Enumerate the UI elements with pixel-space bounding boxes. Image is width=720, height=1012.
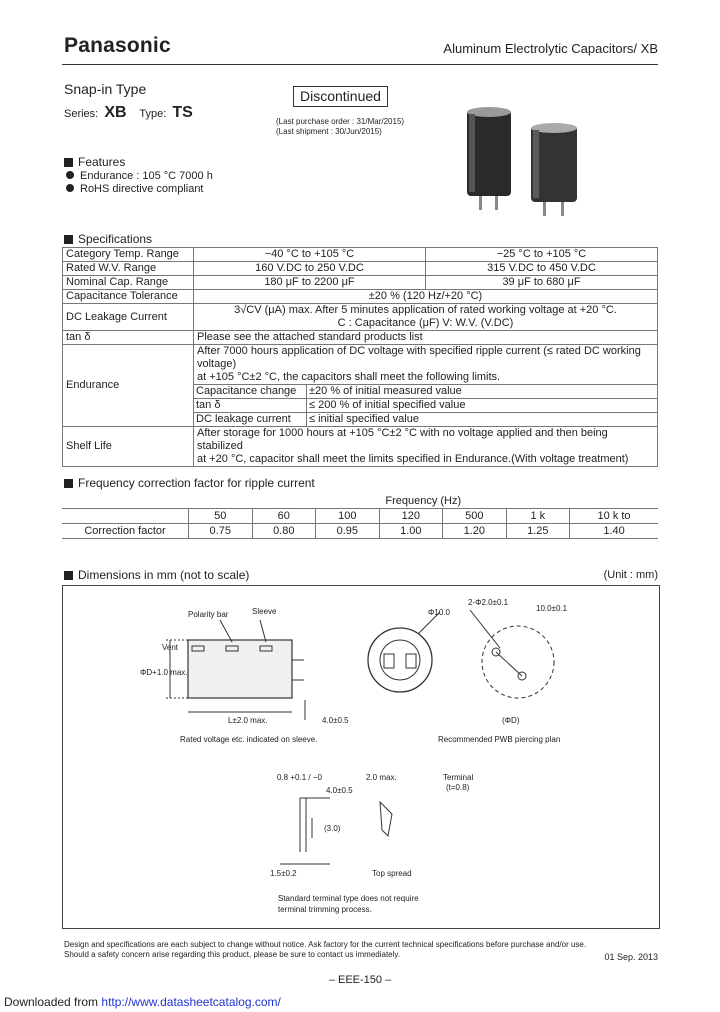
table-row: tan δ ≤ 200 % of initial specified value — [194, 399, 657, 413]
terminal-label: Terminal — [443, 773, 474, 782]
sleeve-label: Sleeve — [252, 607, 277, 616]
series-value: XB — [104, 104, 127, 121]
doc-title: Aluminum Electrolytic Capacitors/ XB — [443, 41, 658, 56]
last-dates — [276, 117, 404, 137]
rated-voltage-note: Rated voltage etc. indicated on sleeve. — [180, 735, 318, 744]
type-value: TS — [172, 104, 193, 121]
table-row: Correction factor 0.75 0.80 0.95 1.00 1.20 1.25 1.40 — [62, 524, 658, 539]
table-row: Capacitance Tolerance ±20 % (120 Hz/+20 °C) — [63, 290, 658, 304]
square-bullet-icon — [64, 479, 73, 488]
pwb-plan-drawing — [460, 600, 580, 720]
series-type-line — [64, 104, 203, 122]
frequency-heading: Frequency correction factor for ripple current — [64, 476, 315, 490]
download-line: Downloaded from http://www.datasheetcatalog.com/ — [4, 995, 281, 1009]
thickness-label: 0.8 +0.1 / −0 — [277, 773, 322, 782]
pcb-diameter-label: Φ10.0 — [428, 608, 450, 617]
table-row: Shelf Life After storage for 1000 hours at +105 °C±2 °C with no voltage applied and then being stabilized at +20 °C, capacitor shall meet the limits specified in Endurance.(With voltage treatment) — [63, 427, 658, 467]
discontinued-badge: Discontinued — [293, 86, 388, 107]
feature-item: RoHS directive compliant — [66, 183, 204, 195]
top-view-drawing — [360, 604, 450, 704]
top-spread-label: Top spread — [372, 869, 412, 878]
specifications-table — [62, 247, 658, 467]
terminal-thickness: (t=0.8) — [446, 783, 470, 792]
dimensions-heading: Dimensions in mm (not to scale) — [64, 568, 249, 582]
table-row: DC Leakage Current 3√CV (μA) max. After 5 minutes application of rated working voltage at +20 °C. C : Capacitance (μF) V: W.V. (V.DC) — [63, 304, 658, 331]
capacitor-photo — [455, 104, 590, 219]
table-row: Frequency (Hz) — [62, 494, 658, 509]
square-bullet-icon — [64, 571, 73, 580]
polarity-bar-label: Polarity bar — [188, 610, 229, 619]
table-row: Endurance After 7000 hours application of DC voltage with specified ripple current (≤ rated DC working voltage) at +105 °C±2 °C, the capacitors shall meet the following limits. Capacitance change ±20 % of initial measured value tan δ ≤ 200 % of initial specified value DC leakage current ≤ initial specified value — [63, 345, 658, 427]
diameter-label: ΦD+1.0 max. — [140, 668, 188, 677]
brand-logo: Panasonic — [64, 34, 171, 57]
page-number: – EEE-150 – — [328, 974, 392, 986]
bullet-dot-icon — [66, 171, 74, 179]
features-heading: Features — [64, 155, 125, 169]
last-shipment: (Last shipment : 30/Jun/2015) — [276, 127, 382, 136]
table-row: Capacitance change ±20 % of initial measured value — [194, 385, 657, 399]
table-row: Category Temp. Range −40 °C to +105 °C −25 °C to +105 °C — [63, 248, 658, 262]
snap-in-type: Snap-in Type — [64, 81, 147, 97]
vent-label: Vent — [162, 643, 179, 652]
download-link[interactable]: http://www.datasheetcatalog.com/ — [101, 995, 281, 1009]
square-bullet-icon — [64, 235, 73, 244]
lead-length-label: 4.0±0.5 — [322, 716, 349, 725]
length-label: L±2.0 max. — [228, 716, 268, 725]
feature-item: Endurance : 105 °C 7000 h — [66, 170, 213, 182]
header-divider — [62, 64, 658, 65]
endurance-limits — [194, 384, 657, 426]
disclaimer: Design and specifications are each subject to change without notice. Ask factory for the current technical specifications before purchase and/or use. Should a safety concern arise regarding this product, please be sure to contact us immediately. — [64, 940, 587, 959]
hole-label: 2-Φ2.0±0.1 — [468, 598, 509, 607]
max-label: 2.0 max. — [366, 773, 397, 782]
dim-1-5-label: 1.5±0.2 — [270, 869, 297, 878]
frequency-table — [62, 494, 658, 539]
table-row: DC leakage current ≤ initial specified value — [194, 413, 657, 427]
pd-label: (ΦD) — [502, 716, 520, 725]
bullet-dot-icon — [66, 184, 74, 192]
terminal-detail-drawing — [270, 768, 420, 878]
lead-dim-label: 4.0±0.5 — [326, 786, 353, 795]
last-purchase: (Last purchase order : 31/Mar/2015) — [276, 117, 405, 126]
table-row: Nominal Cap. Range 180 μF to 2200 μF 39 μF to 680 μF — [63, 276, 658, 290]
standard-terminal-note: Standard terminal type does not require terminal trimming process. — [278, 894, 419, 914]
pwb-note: Recommended PWB piercing plan — [438, 735, 561, 744]
series-label: Series: — [64, 108, 99, 120]
type-label: Type: — [139, 108, 167, 120]
square-bullet-icon — [64, 158, 73, 167]
pitch-label: 10.0±0.1 — [536, 604, 568, 613]
issue-date: 01 Sep. 2013 — [604, 952, 658, 962]
table-row: 50 60 100 120 500 1 k 10 k to — [62, 509, 658, 524]
unit-label: (Unit : mm) — [603, 569, 658, 581]
dim-3-label: (3.0) — [324, 824, 341, 833]
table-row: Rated W.V. Range 160 V.DC to 250 V.DC 315 V.DC to 450 V.DC — [63, 262, 658, 276]
specifications-heading: Specifications — [64, 232, 152, 246]
table-row: tan δ Please see the attached standard products list — [63, 331, 658, 345]
